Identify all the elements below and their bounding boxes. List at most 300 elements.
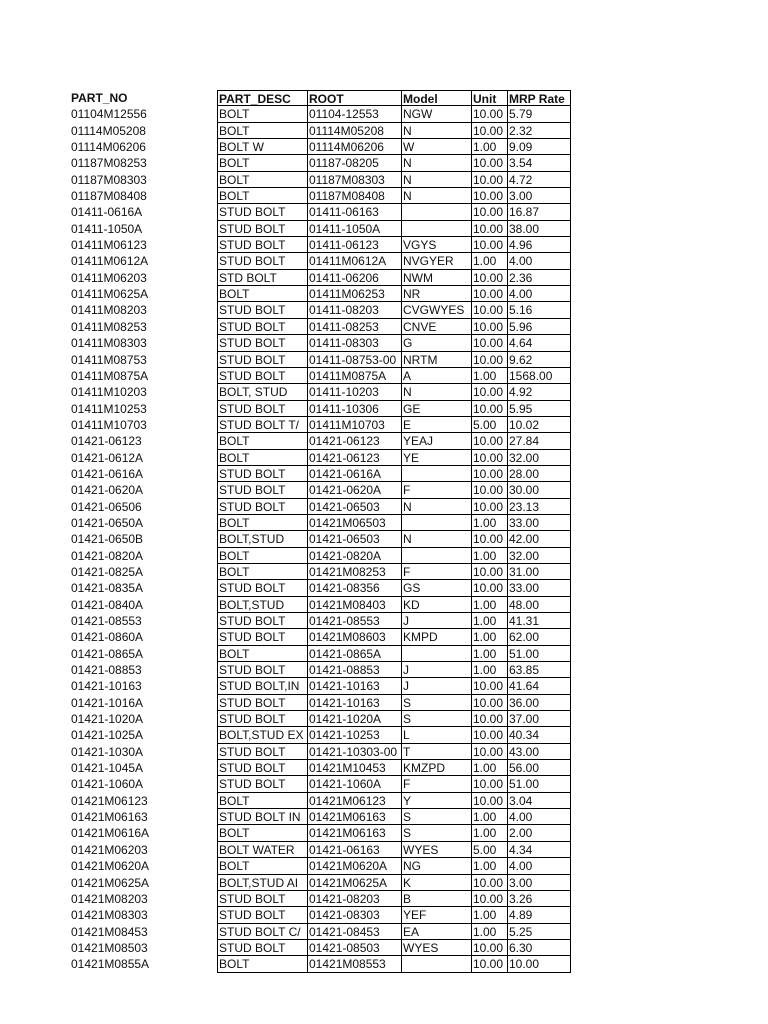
unit-cell: 10.00 xyxy=(471,188,507,204)
mrp-rate-cell: 40.34 xyxy=(507,727,571,743)
unit-cell: 10.00 xyxy=(471,940,507,956)
unit-cell: 10.00 xyxy=(471,695,507,711)
part-no-cell: 01411M10703 xyxy=(71,417,147,432)
part-no-cell: 01411M0875A xyxy=(71,368,149,383)
unit-cell: 1.00 xyxy=(471,924,507,940)
part-no-cell: 01421M08503 xyxy=(71,940,148,955)
model-cell: Y xyxy=(401,793,471,809)
part-no-cell: 01411M08753 xyxy=(71,352,147,367)
root-cell: 01421-08853 xyxy=(307,662,401,678)
model-cell: NRTM xyxy=(401,352,471,368)
model-cell: NR xyxy=(401,286,471,302)
root-cell: 01187M08408 xyxy=(307,188,401,204)
unit-cell: 1.00 xyxy=(471,253,507,269)
part-no-cell: 01187M08303 xyxy=(71,172,147,187)
mrp-rate-cell: 5.25 xyxy=(507,924,571,940)
unit-cell: 1.00 xyxy=(471,613,507,629)
part-desc-cell: STUD BOLT xyxy=(217,401,307,417)
part-desc-cell: STUD BOLT xyxy=(217,907,307,923)
model-cell: N xyxy=(401,172,471,188)
unit-cell: 10.00 xyxy=(471,450,507,466)
part-no-cell: 01421-0612A xyxy=(71,450,144,465)
part-no-cell: 01421-06506 xyxy=(71,499,142,514)
root-cell: 01421M06503 xyxy=(307,515,401,531)
model-cell: WYES xyxy=(401,940,471,956)
unit-cell: 10.00 xyxy=(471,727,507,743)
unit-cell: 10.00 xyxy=(471,237,507,253)
mrp-rate-cell: 2.36 xyxy=(507,270,571,286)
part-no-cell: 01421-1016A xyxy=(71,695,144,710)
root-cell: 01421-06163 xyxy=(307,842,401,858)
part-desc-cell: STUD BOLT xyxy=(217,776,307,792)
model-cell: NG xyxy=(401,858,471,874)
root-cell: 01421-08553 xyxy=(307,613,401,629)
model-cell: B xyxy=(401,891,471,907)
part-desc-cell: BOLT xyxy=(217,858,307,874)
root-cell: 01421-0820A xyxy=(307,548,401,564)
root-cell: 01421M08253 xyxy=(307,564,401,580)
model-cell: N xyxy=(401,499,471,515)
part-desc-cell: BOLT xyxy=(217,564,307,580)
unit-cell: 10.00 xyxy=(471,172,507,188)
part-desc-cell: STUD BOLT xyxy=(217,695,307,711)
model-cell: N xyxy=(401,384,471,400)
root-cell: 01421M08403 xyxy=(307,597,401,613)
model-cell: GE xyxy=(401,401,471,417)
unit-cell: 1.00 xyxy=(471,809,507,825)
part-no-cell: 01411M0625A xyxy=(71,287,149,302)
part-no-cell: 01421M08453 xyxy=(71,924,148,939)
unit-cell: 10.00 xyxy=(471,106,507,122)
mrp-rate-cell: 3.00 xyxy=(507,188,571,204)
part-no-cell: 01104M12556 xyxy=(71,107,147,122)
header-part-no: PART_NO xyxy=(71,91,128,105)
model-cell: EA xyxy=(401,924,471,940)
unit-cell: 10.00 xyxy=(471,401,507,417)
model-cell: WYES xyxy=(401,842,471,858)
mrp-rate-cell: 1568.00 xyxy=(507,368,571,384)
header-unit: Unit xyxy=(471,90,507,106)
part-desc-cell: STUD BOLT,IN xyxy=(217,678,307,694)
unit-cell: 1.00 xyxy=(471,858,507,874)
model-cell: YEAJ xyxy=(401,433,471,449)
part-desc-cell: STD BOLT xyxy=(217,270,307,286)
unit-cell: 10.00 xyxy=(471,956,507,972)
unit-cell: 10.00 xyxy=(471,580,507,596)
root-cell: 01411-08203 xyxy=(307,302,401,318)
mrp-rate-cell: 56.00 xyxy=(507,760,571,776)
mrp-rate-cell: 3.54 xyxy=(507,155,571,171)
model-cell xyxy=(401,204,471,220)
part-desc-cell: STUD BOLT xyxy=(217,711,307,727)
root-cell: 01421M06123 xyxy=(307,793,401,809)
part-desc-cell: BOLT,STUD xyxy=(217,531,307,547)
model-cell: T xyxy=(401,744,471,760)
model-cell: KMZPD xyxy=(401,760,471,776)
unit-cell: 10.00 xyxy=(471,270,507,286)
part-desc-cell: BOLT xyxy=(217,172,307,188)
root-cell: 01421-0620A xyxy=(307,482,401,498)
model-cell: KMPD xyxy=(401,629,471,645)
mrp-rate-cell: 37.00 xyxy=(507,711,571,727)
mrp-rate-cell: 4.00 xyxy=(507,286,571,302)
mrp-rate-cell: 31.00 xyxy=(507,564,571,580)
part-no-cell: 01421M0625A xyxy=(71,875,150,890)
part-no-cell: 01421-08853 xyxy=(71,663,142,678)
root-cell: 01421-06503 xyxy=(307,531,401,547)
model-cell: L xyxy=(401,727,471,743)
unit-cell: 10.00 xyxy=(471,776,507,792)
unit-cell: 10.00 xyxy=(471,204,507,220)
part-desc-cell: STUD BOLT xyxy=(217,744,307,760)
root-cell: 01421-06123 xyxy=(307,450,401,466)
mrp-rate-cell: 27.84 xyxy=(507,433,571,449)
part-no-cell: 01114M06206 xyxy=(71,140,146,155)
root-cell: 01411-06123 xyxy=(307,237,401,253)
model-cell: K xyxy=(401,875,471,891)
part-no-cell: 01411M06203 xyxy=(71,270,147,285)
root-cell: 01411M0875A xyxy=(307,368,401,384)
model-cell xyxy=(401,548,471,564)
part-desc-cell: STUD BOLT xyxy=(217,580,307,596)
root-cell: 01411-06206 xyxy=(307,270,401,286)
part-desc-cell: STUD BOLT C/ xyxy=(217,924,307,940)
root-cell: 01421-0865A xyxy=(307,646,401,662)
part-no-cell: 01421-0835A xyxy=(71,581,144,596)
model-cell: GS xyxy=(401,580,471,596)
mrp-rate-cell: 63.85 xyxy=(507,662,571,678)
part-no-cell: 01411M10203 xyxy=(71,385,147,400)
part-desc-cell: BOLT,STUD AI xyxy=(217,875,307,891)
root-cell: 01114M05208 xyxy=(307,123,401,139)
unit-cell: 1.00 xyxy=(471,515,507,531)
model-cell: S xyxy=(401,809,471,825)
part-no-cell: 01421-0616A xyxy=(71,466,144,481)
unit-cell: 10.00 xyxy=(471,433,507,449)
model-cell: E xyxy=(401,417,471,433)
root-cell: 01421M0625A xyxy=(307,875,401,891)
part-desc-cell: BOLT,STUD EX xyxy=(217,727,307,743)
unit-cell: 10.00 xyxy=(471,319,507,335)
part-desc-cell: STUD BOLT xyxy=(217,482,307,498)
part-no-cell: 01421M08303 xyxy=(71,908,148,923)
mrp-rate-cell: 9.09 xyxy=(507,139,571,155)
model-cell: S xyxy=(401,695,471,711)
part-no-cell: 01421-1020A xyxy=(71,712,144,727)
root-cell: 01421M10453 xyxy=(307,760,401,776)
part-desc-cell: STUD BOLT xyxy=(217,613,307,629)
part-no-cell: 01421-0620A xyxy=(71,483,144,498)
mrp-rate-cell: 5.96 xyxy=(507,319,571,335)
unit-cell: 10.00 xyxy=(471,335,507,351)
part-no-cell: 01411M08203 xyxy=(71,303,147,318)
mrp-rate-cell: 41.31 xyxy=(507,613,571,629)
mrp-rate-cell: 32.00 xyxy=(507,450,571,466)
mrp-rate-cell: 51.00 xyxy=(507,646,571,662)
root-cell: 01421M08553 xyxy=(307,956,401,972)
root-cell: 01421-10303-00 xyxy=(307,744,401,760)
mrp-rate-cell: 36.00 xyxy=(507,695,571,711)
root-cell: 01411-08303 xyxy=(307,335,401,351)
part-no-cell: 01421M0620A xyxy=(71,859,150,874)
unit-cell: 10.00 xyxy=(471,482,507,498)
mrp-rate-cell: 51.00 xyxy=(507,776,571,792)
part-no-cell: 01411M0612A xyxy=(71,254,149,269)
mrp-rate-cell: 5.95 xyxy=(507,401,571,417)
mrp-rate-cell: 43.00 xyxy=(507,744,571,760)
part-no-cell: 01411-1050A xyxy=(71,221,143,236)
mrp-rate-cell: 33.00 xyxy=(507,580,571,596)
mrp-rate-cell: 28.00 xyxy=(507,466,571,482)
unit-cell: 1.00 xyxy=(471,597,507,613)
part-desc-cell: STUD BOLT xyxy=(217,629,307,645)
part-desc-cell: STUD BOLT xyxy=(217,940,307,956)
root-cell: 01114M06206 xyxy=(307,139,401,155)
model-cell: N xyxy=(401,531,471,547)
part-no-cell: 01421-0860A xyxy=(71,630,144,645)
mrp-rate-cell: 32.00 xyxy=(507,548,571,564)
root-cell: 01421-1060A xyxy=(307,776,401,792)
model-cell: KD xyxy=(401,597,471,613)
part-desc-cell: BOLT xyxy=(217,793,307,809)
part-no-cell: 01421-0840A xyxy=(71,597,144,612)
part-desc-cell: BOLT xyxy=(217,646,307,662)
part-no-cell: 01421M0855A xyxy=(71,957,150,972)
part-desc-cell: BOLT W xyxy=(217,139,307,155)
unit-cell: 10.00 xyxy=(471,466,507,482)
mrp-rate-cell: 2.32 xyxy=(507,123,571,139)
root-cell: 01421-1020A xyxy=(307,711,401,727)
root-cell: 01421M06163 xyxy=(307,825,401,841)
part-no-cell: 01421M06163 xyxy=(71,810,148,825)
model-cell xyxy=(401,515,471,531)
mrp-rate-cell: 16.87 xyxy=(507,204,571,220)
mrp-rate-cell: 41.64 xyxy=(507,678,571,694)
model-cell: YE xyxy=(401,450,471,466)
mrp-rate-cell: 33.00 xyxy=(507,515,571,531)
part-desc-cell: STUD BOLT T/ xyxy=(217,417,307,433)
root-cell: 01421-08303 xyxy=(307,907,401,923)
part-desc-cell: STUD BOLT xyxy=(217,335,307,351)
model-cell xyxy=(401,646,471,662)
part-no-cell: 01187M08408 xyxy=(71,189,147,204)
root-cell: 01421-08453 xyxy=(307,924,401,940)
unit-cell: 1.00 xyxy=(471,646,507,662)
model-cell: J xyxy=(401,662,471,678)
model-cell: NVGYER xyxy=(401,253,471,269)
part-no-cell: 01411-0616A xyxy=(71,205,143,220)
unit-cell: 10.00 xyxy=(471,499,507,515)
part-no-cell: 01421M0616A xyxy=(71,826,150,841)
part-desc-cell: STUD BOLT xyxy=(217,466,307,482)
mrp-rate-cell: 3.00 xyxy=(507,875,571,891)
part-desc-cell: STUD BOLT xyxy=(217,253,307,269)
model-cell xyxy=(401,221,471,237)
root-cell: 01411-10306 xyxy=(307,401,401,417)
part-desc-cell: BOLT xyxy=(217,286,307,302)
part-desc-cell: BOLT WATER xyxy=(217,842,307,858)
part-desc-cell: STUD BOLT xyxy=(217,499,307,515)
model-cell: N xyxy=(401,155,471,171)
unit-cell: 10.00 xyxy=(471,155,507,171)
part-desc-cell: STUD BOLT xyxy=(217,891,307,907)
unit-cell: 10.00 xyxy=(471,891,507,907)
unit-cell: 1.00 xyxy=(471,548,507,564)
unit-cell: 1.00 xyxy=(471,139,507,155)
mrp-rate-cell: 4.96 xyxy=(507,237,571,253)
model-cell: A xyxy=(401,368,471,384)
part-desc-cell: STUD BOLT xyxy=(217,302,307,318)
mrp-rate-cell: 62.00 xyxy=(507,629,571,645)
header-part-desc: PART_DESC xyxy=(217,90,307,106)
part-no-cell: 01411M06123 xyxy=(71,238,147,253)
unit-cell: 1.00 xyxy=(471,662,507,678)
mrp-rate-cell: 4.34 xyxy=(507,842,571,858)
root-cell: 01411-1050A xyxy=(307,221,401,237)
mrp-rate-cell: 4.64 xyxy=(507,335,571,351)
part-desc-cell: BOLT xyxy=(217,123,307,139)
part-desc-cell: BOLT xyxy=(217,515,307,531)
mrp-rate-cell: 3.26 xyxy=(507,891,571,907)
part-no-cell: 01421-1045A xyxy=(71,761,144,776)
model-cell: NWM xyxy=(401,270,471,286)
part-desc-cell: BOLT xyxy=(217,155,307,171)
unit-cell: 1.00 xyxy=(471,760,507,776)
model-cell: CNVE xyxy=(401,319,471,335)
part-desc-cell: BOLT,STUD xyxy=(217,597,307,613)
part-desc-cell: STUD BOLT xyxy=(217,368,307,384)
root-cell: 01421M08603 xyxy=(307,629,401,645)
model-cell: G xyxy=(401,335,471,351)
header-model: Model xyxy=(401,90,471,106)
model-cell: S xyxy=(401,825,471,841)
part-desc-cell: BOLT xyxy=(217,825,307,841)
model-cell: F xyxy=(401,482,471,498)
part-no-cell: 01421-0865A xyxy=(71,646,144,661)
root-cell: 01421-10163 xyxy=(307,678,401,694)
part-desc-cell: STUD BOLT xyxy=(217,221,307,237)
unit-cell: 10.00 xyxy=(471,286,507,302)
root-cell: 01411M0612A xyxy=(307,253,401,269)
mrp-rate-cell: 4.00 xyxy=(507,253,571,269)
unit-cell: 10.00 xyxy=(471,875,507,891)
part-no-cell: 01421-06123 xyxy=(71,434,142,449)
model-cell: N xyxy=(401,123,471,139)
mrp-rate-cell: 6.30 xyxy=(507,940,571,956)
unit-cell: 10.00 xyxy=(471,302,507,318)
part-desc-cell: STUD BOLT xyxy=(217,662,307,678)
mrp-rate-cell: 4.89 xyxy=(507,907,571,923)
model-cell xyxy=(401,956,471,972)
root-cell: 01411M10703 xyxy=(307,417,401,433)
unit-cell: 10.00 xyxy=(471,352,507,368)
unit-cell: 1.00 xyxy=(471,368,507,384)
root-cell: 01411-08753-00 xyxy=(307,352,401,368)
mrp-rate-cell: 5.79 xyxy=(507,106,571,122)
part-no-cell: 01421-0825A xyxy=(71,564,144,579)
root-cell: 01421-0616A xyxy=(307,466,401,482)
model-cell: F xyxy=(401,564,471,580)
unit-cell: 5.00 xyxy=(471,842,507,858)
root-cell: 01421-10163 xyxy=(307,695,401,711)
part-no-cell: 01421-0650A xyxy=(71,515,144,530)
unit-cell: 10.00 xyxy=(471,793,507,809)
mrp-rate-cell: 30.00 xyxy=(507,482,571,498)
root-cell: 01411-10203 xyxy=(307,384,401,400)
unit-cell: 5.00 xyxy=(471,417,507,433)
unit-cell: 10.00 xyxy=(471,678,507,694)
part-no-cell: 01421M06203 xyxy=(71,842,148,857)
part-desc-cell: BOLT xyxy=(217,433,307,449)
part-no-cell: 01421M06123 xyxy=(71,793,148,808)
root-cell: 01421-06123 xyxy=(307,433,401,449)
part-no-cell: 01411M10253 xyxy=(71,401,147,416)
model-cell: YEF xyxy=(401,907,471,923)
mrp-rate-cell: 4.92 xyxy=(507,384,571,400)
model-cell: S xyxy=(401,711,471,727)
unit-cell: 10.00 xyxy=(471,221,507,237)
model-cell: J xyxy=(401,613,471,629)
part-desc-cell: BOLT xyxy=(217,106,307,122)
mrp-rate-cell: 10.00 xyxy=(507,956,571,972)
part-desc-cell: BOLT, STUD xyxy=(217,384,307,400)
root-cell: 01421M0620A xyxy=(307,858,401,874)
root-cell: 01421-06503 xyxy=(307,499,401,515)
part-no-cell: 01187M08253 xyxy=(71,156,147,171)
mrp-rate-cell: 23.13 xyxy=(507,499,571,515)
unit-cell: 1.00 xyxy=(471,629,507,645)
root-cell: 01411-08253 xyxy=(307,319,401,335)
part-no-cell: 01421-1025A xyxy=(71,728,144,743)
unit-cell: 10.00 xyxy=(471,384,507,400)
mrp-rate-cell: 3.04 xyxy=(507,793,571,809)
part-no-cell: 01421-1030A xyxy=(71,744,144,759)
model-cell: N xyxy=(401,188,471,204)
model-cell: F xyxy=(401,776,471,792)
part-desc-cell: STUD BOLT xyxy=(217,352,307,368)
unit-cell: 10.00 xyxy=(471,564,507,580)
part-no-cell: 01421-0650B xyxy=(71,532,144,547)
root-cell: 01187-08205 xyxy=(307,155,401,171)
part-desc-cell: STUD BOLT IN xyxy=(217,809,307,825)
mrp-rate-cell: 4.00 xyxy=(507,858,571,874)
part-desc-cell: BOLT xyxy=(217,956,307,972)
model-cell: CVGWYES xyxy=(401,302,471,318)
root-cell: 01104-12553 xyxy=(307,106,401,122)
model-cell: J xyxy=(401,678,471,694)
unit-cell: 10.00 xyxy=(471,531,507,547)
mrp-rate-cell: 42.00 xyxy=(507,531,571,547)
header-root: ROOT xyxy=(307,90,401,106)
mrp-rate-cell: 2.00 xyxy=(507,825,571,841)
part-desc-cell: STUD BOLT xyxy=(217,237,307,253)
unit-cell: 1.00 xyxy=(471,907,507,923)
part-no-cell: 01421-1060A xyxy=(71,777,144,792)
root-cell: 01421M06163 xyxy=(307,809,401,825)
model-cell: W xyxy=(401,139,471,155)
root-cell: 01411-06163 xyxy=(307,204,401,220)
header-mrp-rate: MRP Rate xyxy=(507,90,571,106)
part-no-cell: 01421-0820A xyxy=(71,548,144,563)
mrp-rate-cell: 4.72 xyxy=(507,172,571,188)
unit-cell: 10.00 xyxy=(471,123,507,139)
part-no-cell: 01114M05208 xyxy=(71,123,146,138)
part-no-cell: 01411M08253 xyxy=(71,319,147,334)
part-desc-cell: STUD BOLT xyxy=(217,204,307,220)
root-cell: 01421-08203 xyxy=(307,891,401,907)
part-no-cell: 01421M08203 xyxy=(71,891,148,906)
part-desc-cell: STUD BOLT xyxy=(217,760,307,776)
